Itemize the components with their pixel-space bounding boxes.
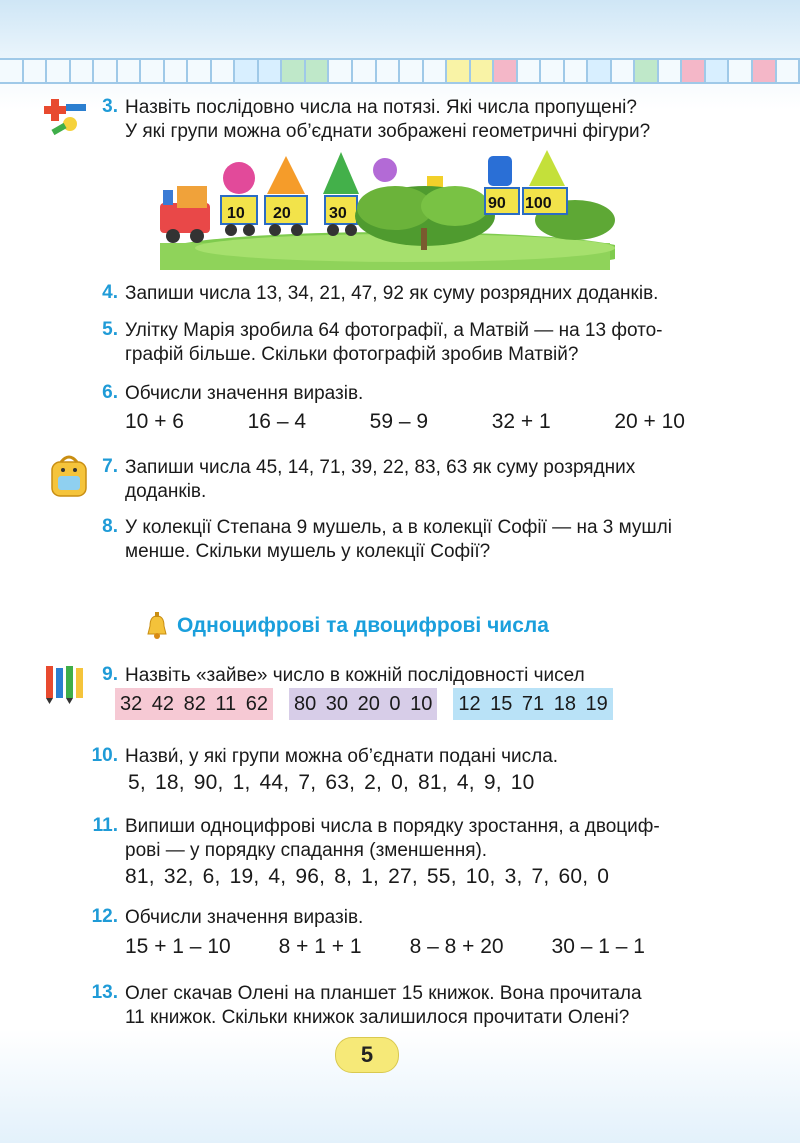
expression: 32 + 1 bbox=[491, 410, 551, 433]
task-6-expressions bbox=[125, 410, 685, 434]
task-8-number: 8. bbox=[102, 516, 118, 537]
task-6-text: Обчисли значення виразів. bbox=[125, 383, 364, 404]
task-11-line-2: рові — у порядку спадання (зменшення). bbox=[125, 840, 488, 861]
task-7-line-1: Запиши числа 45, 14, 71, 39, 22, 83, 63 як суму розрядних bbox=[125, 457, 636, 478]
task-7-line-2: доданків. bbox=[125, 481, 207, 502]
top-band bbox=[0, 0, 800, 58]
task-3-line-2: У які групи можна об’єднати зображені геометричні фігури? bbox=[125, 121, 651, 142]
section-title-text: Одноцифрові та двоцифрові числа bbox=[177, 614, 549, 637]
train-number-4: 90 bbox=[488, 195, 506, 212]
task-8-line-1: У колекції Степана 9 мушель, а в колекції Софії — на 3 мушлі bbox=[125, 517, 672, 538]
task-10-number: 10. bbox=[91, 745, 118, 766]
task-3-line-1: Назвіть послідовно числа на потязі. Які числа пропущені? bbox=[125, 97, 637, 118]
task-11-numbers: 81, 32, 6, 19, 4, 96, 8, 1, 27, 55, 10, 3, 7, 60, 0 bbox=[125, 865, 610, 888]
task-13-line-2: 11 книжок. Скільки книжок залишилося прочитати Олені? bbox=[125, 1007, 630, 1028]
task-12-text: Обчисли значення виразів. bbox=[125, 907, 364, 928]
train-number-3: 30 bbox=[329, 205, 347, 222]
expression: 8 + 1 + 1 bbox=[278, 935, 362, 958]
task-12-number: 12. bbox=[91, 906, 118, 927]
task-5-line-1: Улітку Марія зробила 64 фотографії, а Матвій — на 13 фото- bbox=[125, 320, 663, 341]
task-4-text: Запиши числа 13, 34, 21, 47, 92 як суму розрядних доданків. bbox=[125, 283, 659, 304]
train-illustration bbox=[155, 148, 615, 270]
task-6-number: 6. bbox=[102, 382, 118, 403]
sequence-box-2: 80 30 20 0 10 bbox=[289, 688, 437, 720]
task-9-number: 9. bbox=[102, 664, 118, 685]
decorative-grid-strip bbox=[0, 58, 800, 84]
task-4-number: 4. bbox=[102, 282, 118, 303]
expression: 10 + 6 bbox=[125, 410, 184, 433]
section-title bbox=[145, 611, 605, 641]
train-number-5: 100 bbox=[525, 195, 552, 212]
expression: 8 – 8 + 20 bbox=[409, 935, 504, 958]
page-number: 5 bbox=[335, 1037, 399, 1073]
task-11-number: 11. bbox=[92, 815, 118, 836]
train-number-2: 20 bbox=[273, 205, 291, 222]
expression: 20 + 10 bbox=[614, 410, 685, 433]
task-13-number: 13. bbox=[91, 982, 118, 1003]
expression: 30 – 1 – 1 bbox=[551, 935, 645, 958]
task-12-expressions bbox=[125, 935, 645, 959]
task-8-line-2: менше. Скільки мушель у колекції Софії? bbox=[125, 541, 491, 562]
task-5-number: 5. bbox=[102, 319, 118, 340]
task-9-text: Назвіть «зайве» число в кожній послідовності чисел bbox=[125, 665, 585, 686]
sequence-box-1: 32 42 82 11 62 bbox=[115, 688, 273, 720]
train-number-1: 10 bbox=[227, 205, 245, 222]
expression: 59 – 9 bbox=[369, 410, 429, 433]
task-10-numbers: 5, 18, 90, 1, 44, 7, 63, 2, 0, 81, 4, 9, 10 bbox=[128, 771, 535, 794]
task-10-text: Назви́, у які групи можна об’єднати подані числа. bbox=[125, 746, 559, 767]
task-5-line-2: графій більше. Скільки фотографій зробив Матвій? bbox=[125, 344, 579, 365]
task-3-number: 3. bbox=[102, 96, 118, 117]
number-sequences bbox=[115, 688, 613, 720]
task-11-line-1: Випиши одноцифрові числа в порядку зростання, а двоциф- bbox=[125, 816, 660, 837]
task-13-line-1: Олег скачав Олені на планшет 15 книжок. Вона прочитала bbox=[125, 983, 642, 1004]
task-7-number: 7. bbox=[102, 456, 118, 477]
bell-icon bbox=[145, 612, 169, 640]
expression: 16 – 4 bbox=[247, 410, 307, 433]
expression: 15 + 1 – 10 bbox=[125, 935, 231, 958]
sequence-box-3: 12 15 71 18 19 bbox=[453, 688, 612, 720]
